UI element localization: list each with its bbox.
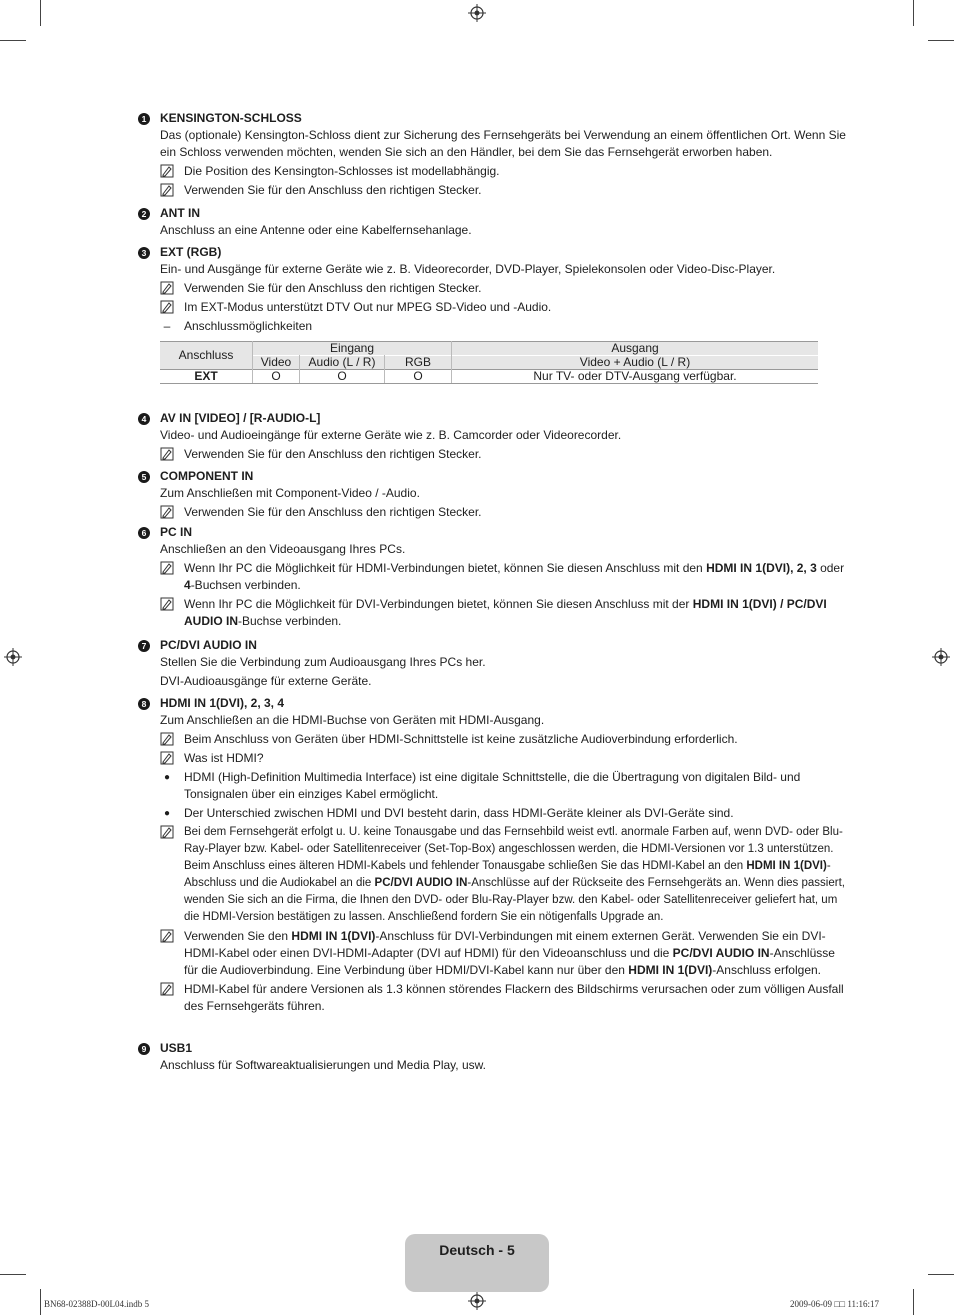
section-number-badge: 9: [138, 1043, 150, 1055]
section-av-in: [138, 410, 848, 465]
section-title: AV IN [VIDEO] / [R-AUDIO-L]: [160, 411, 321, 425]
note: Beim Anschluss von Geräten über HDMI-Schnittstelle ist keine zusätzliche Audioverbindung erforderlich.: [160, 731, 848, 748]
paragraph: Video- und Audioeingänge für externe Geräte wie z. B. Camcorder oder Videorecorder.: [160, 428, 622, 442]
section-title: KENSINGTON-SCHLOSS: [160, 111, 302, 125]
crop-mark: [40, 1289, 41, 1315]
note: Wenn Ihr PC die Möglichkeit für HDMI-Verbindungen bietet, können Sie diesen Anschluss mit den HDMI IN 1(DVI), 2, 3 oder 4-Buchsen verbinden.: [160, 560, 848, 594]
note-icon: [160, 281, 174, 295]
section-ant-in: [138, 205, 848, 241]
section-title: EXT (RGB): [160, 245, 222, 259]
note-icon: [160, 183, 174, 197]
note: Verwenden Sie für den Anschluss den richtigen Stecker.: [160, 280, 848, 297]
bullet-item: ● Der Unterschied zwischen HDMI und DVI besteht darin, dass HDMI-Geräte kleiner als DVI-Geräte sind.: [160, 805, 848, 822]
section-number-badge: 2: [138, 208, 150, 220]
bullet-item: ● HDMI (High-Definition Multimedia Interface) ist eine digitale Schnittstelle, die die Übertragung von digitalen Bild- und Tonsignalen über ein einziges Kabel ermöglicht.: [160, 769, 848, 803]
section-title: COMPONENT IN: [160, 469, 254, 483]
note-icon: [160, 825, 174, 839]
crop-mark: [913, 0, 914, 26]
crop-mark: [0, 40, 26, 41]
section-pc-dvi-audio-in: [138, 637, 848, 692]
table-header-eingang: Eingang: [253, 342, 452, 356]
section-title: HDMI IN 1(DVI), 2, 3, 4: [160, 696, 285, 710]
table-row: EXT O O O Nur TV- oder DTV-Ausgang verfügbar.: [160, 370, 818, 384]
bullet-icon: ●: [163, 772, 171, 783]
bullet-icon: ●: [163, 808, 171, 819]
table-subheader: Video + Audio (L / R): [452, 356, 819, 370]
note: Verwenden Sie für den Anschluss den richtigen Stecker.: [160, 182, 848, 199]
section-component-in: [138, 468, 848, 523]
note: Verwenden Sie für den Anschluss den richtigen Stecker.: [160, 504, 848, 521]
section-number-badge: 7: [138, 640, 150, 652]
note: Verwenden Sie für den Anschluss den richtigen Stecker.: [160, 446, 848, 463]
table-header-ausgang: Ausgang: [452, 342, 819, 356]
section-kensington: [138, 110, 848, 201]
crop-mark: [40, 0, 41, 26]
note-icon: [160, 597, 174, 611]
note: Die Position des Kensington-Schlosses ist modellabhängig.: [160, 163, 848, 180]
note: Was ist HDMI?: [160, 750, 848, 767]
section-ext-rgb: [138, 244, 848, 384]
note: Im EXT-Modus unterstützt DTV Out nur MPEG SD-Video und -Audio.: [160, 299, 848, 316]
crop-mark: [928, 1274, 954, 1275]
section-number-badge: 8: [138, 698, 150, 710]
table-subheader: Audio (L / R): [300, 356, 385, 370]
crop-mark: [913, 1289, 914, 1315]
section-number-badge: 1: [138, 113, 150, 125]
crop-mark: [928, 40, 954, 41]
paragraph: Zum Anschließen mit Component-Video / -Audio.: [160, 486, 420, 500]
note-icon: [160, 447, 174, 461]
section-number-badge: 3: [138, 247, 150, 259]
section-number-badge: 6: [138, 527, 150, 539]
crop-mark: [0, 1274, 26, 1275]
note: Verwenden Sie den HDMI IN 1(DVI)-Anschluss für DVI-Verbindungen mit einem externen Gerät. Verwenden Sie ein DVI-HDMI-Kabel oder einen DVI-HDMI-Adapter (DVI auf HDMI) für den Videoanschluss und die PC/DVI AUDIO IN-Anschlüsse für die Audioverbindung. Eine Verbindung über HDMI/DVI-Kabel kann nur über den HDMI IN 1(DVI)-Anschluss erfolgen.: [160, 928, 848, 979]
section-number-badge: 5: [138, 471, 150, 483]
section-pc-in: [138, 524, 848, 632]
paragraph: DVI-Audioausgänge für externe Geräte.: [160, 674, 372, 688]
note-icon: [160, 732, 174, 746]
note-icon: [160, 982, 174, 996]
section-number-badge: 4: [138, 413, 150, 425]
section-usb1: [138, 1040, 848, 1076]
paragraph: Anschließen an den Videoausgang Ihres PCs.: [160, 542, 406, 556]
table-subheader: Video: [253, 356, 300, 370]
page-number-label: Deutsch - 5: [439, 1242, 515, 1258]
connection-table: [160, 341, 818, 384]
registration-mark-icon: [468, 4, 486, 22]
note-icon: [160, 561, 174, 575]
registration-mark-icon: [468, 1292, 486, 1310]
note: Wenn Ihr PC die Möglichkeit für DVI-Verbindungen bietet, können Sie diesen Anschluss mit der HDMI IN 1(DVI) / PC/DVI AUDIO IN-Buchse verbinden.: [160, 596, 848, 630]
dash-item: – Anschlussmöglichkeiten: [163, 319, 313, 333]
note: HDMI-Kabel für andere Versionen als 1.3 können störendes Flackern des Bildschirms verursachen oder zum völligen Ausfall des Fernsehgeräts führen.: [160, 981, 848, 1015]
print-timestamp: 2009-06-09 □□ 11:16:17: [790, 1299, 880, 1309]
note: Bei dem Fernsehgerät erfolgt u. U. keine Tonausgabe und das Fernsehbild weist evtl. anormale Farben auf, wenn DVD- oder Blu-Ray-Player bzw. Kabel- oder Satellitenreceiver (Set-Top-Box) angeschlossen werden, die HDMI-Versionen vor 1.3 unterstützen. Beim Anschluss eines älteren HDMI-Kabels und fehlender Tonausgabe schließen Sie das HDMI-Kabel an den HDMI IN 1(DVI)-Abschluss und die Audiokabel an die PC/DVI AUDIO IN-Anschlüsse auf der Rückseite des Fernsehgeräts an. Wenn dies passiert, wenden Sie sich an die Firma, die Ihnen den DVD- oder Blu-Ray-Player bzw. den Kabel- oder Satellitenreceiver geliefert hat, um die HDMI-Version bestätigen zu lassen. Anschließend fordern Sie ein nötigenfalls Upgrade an.: [160, 824, 848, 926]
note-icon: [160, 300, 174, 314]
note-icon: [160, 929, 174, 943]
note-icon: [160, 164, 174, 178]
paragraph: Anschluss an eine Antenne oder eine Kabelfernsehanlage.: [160, 223, 472, 237]
section-title: PC/DVI AUDIO IN: [160, 638, 257, 652]
table-header-anschluss: Anschluss: [160, 342, 253, 370]
note-icon: [160, 751, 174, 765]
print-file-info: BN68-02388D-00L04.indb 5: [44, 1299, 149, 1309]
note-icon: [160, 505, 174, 519]
paragraph: Das (optionale) Kensington-Schloss dient zur Sicherung des Fernsehgeräts bei Verwendung an einem öffentlichen Ort. Wenn Sie ein Schloss verwenden möchten, wenden Sie sich an den Händler, bei dem Sie das Fernsehgerät erworben haben.: [160, 128, 846, 159]
table-subheader: RGB: [385, 356, 452, 370]
paragraph: Zum Anschließen an die HDMI-Buchse von Geräten mit HDMI-Ausgang.: [160, 713, 545, 727]
paragraph: Stellen Sie die Verbindung zum Audioausgang Ihres PCs her.: [160, 655, 486, 669]
paragraph: Ein- und Ausgänge für externe Geräte wie z. B. Videorecorder, DVD-Player, Spielekonsolen oder Video-Disc-Player.: [160, 262, 776, 276]
section-hdmi-in: [138, 695, 848, 1017]
section-title: ANT IN: [160, 206, 200, 220]
section-title: PC IN: [160, 525, 193, 539]
registration-mark-icon: [4, 648, 22, 666]
registration-mark-icon: [932, 648, 950, 666]
paragraph: Anschluss für Softwareaktualisierungen und Media Play, usw.: [160, 1058, 486, 1072]
section-title: USB1: [160, 1041, 193, 1055]
